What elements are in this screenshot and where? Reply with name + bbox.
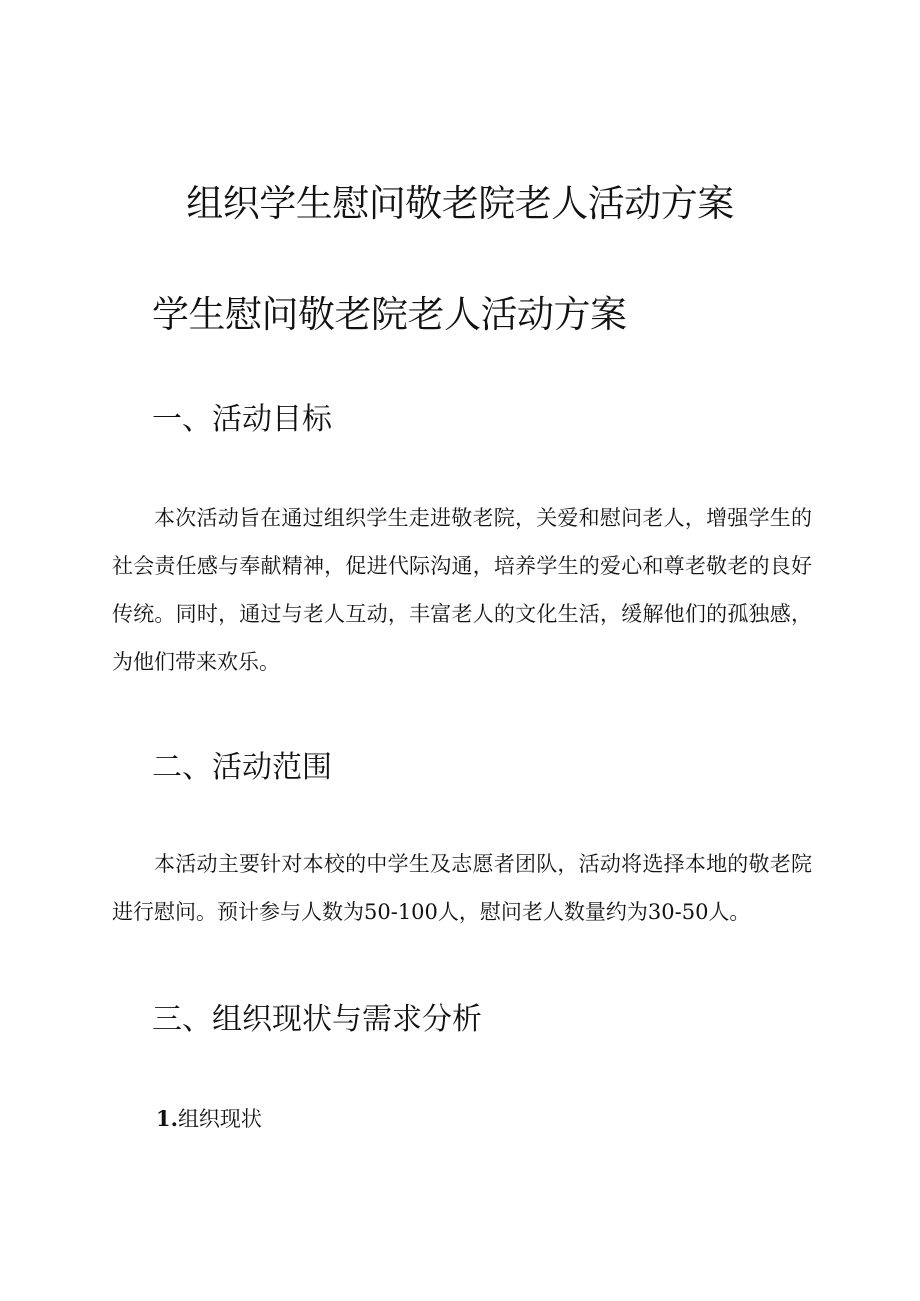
section-heading-goals: 一、活动目标 [152,402,332,437]
document-title: 组织学生慰问敬老院老人活动方案 [186,182,734,225]
subheading-number: 1. [156,1106,178,1131]
subheading-org-status [156,1104,262,1134]
section-heading-scope: 二、活动范围 [152,750,332,785]
document-subtitle: 学生慰问敬老院老人活动方案 [152,293,627,336]
subheading-text: 组织现状 [177,1107,262,1131]
section-paragraph-goals: 本次活动旨在通过组织学生走进敬老院，关爱和慰问老人，增强学生的社会责任感与奉献精神，促进代际沟通，培养学生的爱心和尊老敬老的良好传统。同时，通过与老人互动，丰富老人的文化生活，缓解他们的孤独感，为他们带来欢乐。 [112,506,812,674]
section-heading-status-analysis: 三、组织现状与需求分析 [152,1002,482,1037]
section-paragraph-scope: 本活动主要针对本校的中学生及志愿者团队，活动将选择本地的敬老院进行慰问。预计参与人数为50-100人，慰问老人数量约为30-50人。 [112,852,812,924]
